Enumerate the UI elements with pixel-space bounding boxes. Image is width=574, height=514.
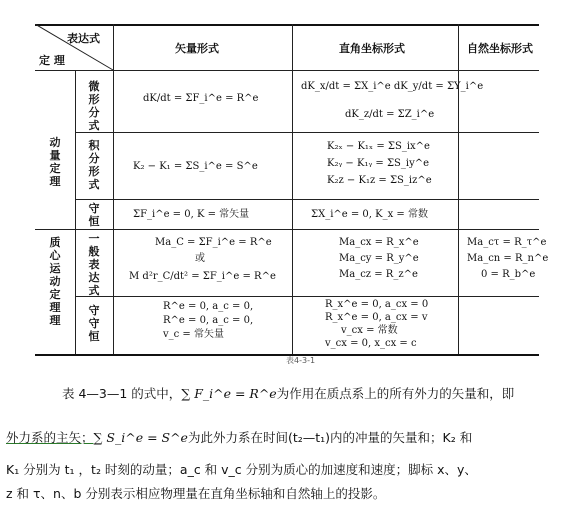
formula-cartesian-com-cons-1: R_x^e = 0, a_cx = 0 <box>325 299 429 310</box>
corner-top-label: 表达式 <box>67 32 100 45</box>
formula-vector-com-or: 或 <box>195 253 205 264</box>
formula-natural-com-tau: Ma_cτ = R_τ^e <box>467 237 547 248</box>
formula-natural-com-n: Ma_cn = R_n^e <box>467 253 549 264</box>
formula-vector-com-1: Ma_C = ΣF_i^e = R^e <box>155 237 272 248</box>
formula-cartesian-com-x: Ma_cx = R_x^e <box>339 237 419 248</box>
table-caption: 表4-3-1 <box>286 356 316 365</box>
col-header-cartesian: 直角坐标形式 <box>339 42 405 55</box>
sublabel-integral: 积分形式 <box>88 139 100 191</box>
para-line-4: z 和 τ、n、b 分别表示相应物理量在直角坐标轴和自然轴上的投影。 <box>6 486 386 501</box>
para-line-1-suffix: 为作用在质点系上的所有外力的矢量和，即 <box>276 386 515 401</box>
formula-vector-conservation: ΣF_i^e = 0, K = 常矢量 <box>133 209 250 220</box>
para-line-2-suffix: 为此外力系在时间(t₂—t₁)内的冲量的矢量和；K₂ 和 <box>187 430 473 445</box>
col-header-vector: 矢量形式 <box>175 42 219 55</box>
para-line-2-prefix: 外力系的主矢； <box>6 430 94 445</box>
theorem-table <box>35 24 549 356</box>
para-line-3: K₁ 分别为 t₁ ，t₂ 时刻的动量；a_c 和 v_c 分别为质心的加速度和速度；脚标 x、y、 <box>6 462 477 477</box>
formula-vector-com-2: M d²r_C/dt² = ΣF_i^e = R^e <box>129 271 276 282</box>
formula-vector-com-cons-1: R^e = 0, a_c = 0, <box>163 301 254 312</box>
col-header-natural: 自然坐标形式 <box>467 42 533 55</box>
sublabel-conservation-2: 守守恒 <box>88 304 100 343</box>
formula-vector-com-cons-2: R^e = 0, a_c = 0, <box>163 315 254 326</box>
formula-cartesian-com-y: Ma_cy = R_y^e <box>339 253 419 264</box>
formula-cartesian-integral-z: K₂z − K₁z = ΣS_iz^e <box>327 175 432 186</box>
formula-vector-integral: K₂ − K₁ = ΣS_i^e = S^e <box>133 161 258 172</box>
para-line-1-prefix: 表 4—3—1 的式中， <box>62 386 182 401</box>
formula-cartesian-integral-x: K₂ₓ − K₁ₓ = ΣS_ix^e <box>327 141 430 152</box>
sublabel-general: 一般表达式 <box>88 232 100 297</box>
formula-cartesian-differential-2: dK_z/dt = ΣZ_i^e <box>345 109 435 120</box>
formula-vector-differential: dK/dt = ΣF_i^e = R^e <box>143 93 259 104</box>
formula-cartesian-com-cons-4: v_cx = 0, x_cx = c <box>325 338 417 349</box>
formula-vector-com-cons-3: v_c = 常矢量 <box>163 329 224 340</box>
group-label-center-of-mass: 质心运动定理理 <box>49 236 61 327</box>
formula-cartesian-integral-y: K₂ᵧ − K₁ᵧ = ΣS_iy^e <box>327 158 430 169</box>
group-label-momentum: 动量定理 <box>49 136 61 188</box>
formula-cartesian-conservation: ΣX_i^e = 0, K_x = 常数 <box>311 209 428 220</box>
formula-cartesian-com-cons-2: R_x^e = 0, a_cx = v <box>325 312 428 323</box>
formula-cartesian-com-z: Ma_cz = R_z^e <box>339 269 418 280</box>
sublabel-conservation: 守恒 <box>88 202 100 228</box>
formula-sum-forces: ∑ F_i^e = R^e <box>181 386 277 401</box>
formula-natural-com-b: 0 = R_b^e <box>481 269 536 280</box>
corner-bottom-label: 定 理 <box>39 54 65 67</box>
formula-sum-impulses: ∑ S_i^e = S^e <box>93 430 188 445</box>
para-line-2 <box>6 430 472 446</box>
para-line-1 <box>62 386 514 402</box>
formula-cartesian-differential-1: dK_x/dt = ΣX_i^e dK_y/dt = ΣY_i^e <box>301 81 484 92</box>
formula-cartesian-com-cons-3: v_cx = 常数 <box>341 325 398 336</box>
sublabel-differential: 微形分式 <box>88 80 100 132</box>
